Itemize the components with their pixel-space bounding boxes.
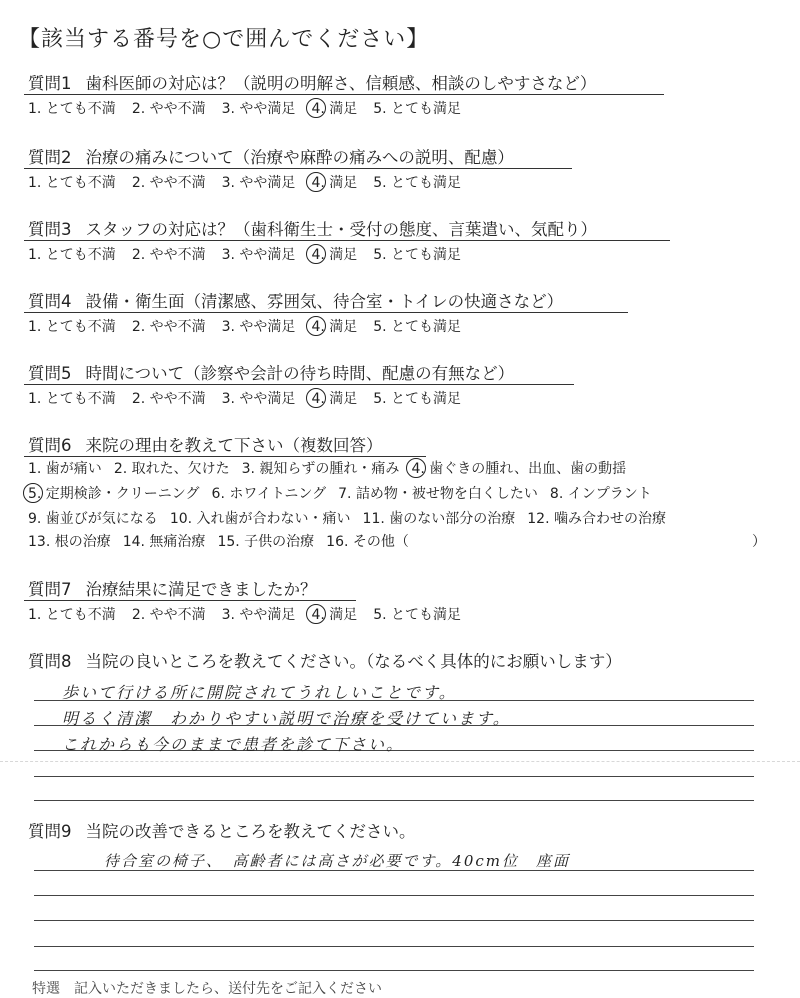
- q7-options: [28, 604, 477, 624]
- question-number: 質問2: [28, 148, 72, 167]
- q6-option-row: [28, 458, 638, 478]
- question-number: 質問1: [28, 74, 72, 93]
- rating-option[interactable]: 1. とても不満: [28, 391, 116, 407]
- q9-rule: [34, 920, 754, 921]
- rating-option[interactable]: 2. やや不満: [131, 607, 206, 623]
- q9-rule: [34, 970, 754, 971]
- question-number: 質問4: [28, 292, 72, 311]
- rating-option[interactable]: 3. やや満足: [221, 175, 296, 191]
- q9-rule: [34, 946, 754, 947]
- q8-rule: [34, 800, 754, 801]
- rating-option[interactable]: 2. やや不満: [131, 319, 206, 335]
- question-heading: [28, 360, 514, 384]
- q6-option[interactable]: 3. 親知らずの腫れ・痛み: [241, 461, 400, 477]
- q9-number: 質問9: [28, 822, 72, 841]
- rating-option[interactable]: 1. とても不満: [28, 607, 116, 623]
- q6-option[interactable]: 1. 歯が痛い: [28, 461, 102, 477]
- selection-circle: [306, 98, 326, 118]
- rating-option[interactable]: 1. とても不満: [28, 319, 116, 335]
- question-number: 質問5: [28, 364, 72, 383]
- rating-option[interactable]: 4. 満足: [311, 391, 357, 407]
- q9-rule: [34, 895, 754, 896]
- question-heading: [28, 288, 563, 312]
- rating-option[interactable]: 5. とても満足: [373, 175, 462, 191]
- q7-underline: [24, 600, 356, 601]
- q6-option[interactable]: 11. 歯のない部分の治療: [362, 511, 516, 527]
- selection-circle: [306, 244, 326, 264]
- rating-option[interactable]: 5. とても満足: [373, 101, 462, 117]
- question-heading: [28, 216, 597, 240]
- q6-heading: [28, 432, 383, 456]
- rating-option[interactable]: 5. とても満足: [373, 247, 462, 263]
- rating-option[interactable]: 2. やや不満: [131, 175, 206, 191]
- q9-heading: [28, 818, 416, 842]
- q6-option-row: [28, 531, 421, 551]
- selection-circle: [406, 458, 426, 478]
- question-underline: [24, 312, 628, 313]
- page-title: 【該当する番号を○で囲んでください】: [18, 27, 430, 52]
- rating-option[interactable]: 4. 満足: [311, 101, 357, 117]
- rating-option[interactable]: 4. 満足: [311, 247, 357, 263]
- selection-circle: [23, 483, 43, 503]
- question-text: スタッフの対応は？（歯科衛生士・受付の態度、言葉遣い、気配り）: [85, 220, 597, 239]
- q8-heading: [28, 648, 622, 672]
- question-number: 質問3: [28, 220, 72, 239]
- q8-text: 当院の良いところを教えてください。（なるべく具体的にお願いします）: [85, 652, 622, 671]
- q6-option[interactable]: 15. 子供の治療: [217, 534, 315, 550]
- rating-option[interactable]: 4. 満足: [311, 319, 357, 335]
- q7-text: 治療結果に満足できましたか？: [85, 580, 317, 599]
- question-heading: [28, 70, 596, 94]
- rating-options: [28, 172, 477, 192]
- rating-option[interactable]: 1. とても不満: [28, 247, 116, 263]
- rating-option[interactable]: 3. やや満足: [221, 391, 296, 407]
- q6-option[interactable]: 13. 根の治療: [28, 534, 111, 550]
- rating-option[interactable]: 2. やや不満: [131, 247, 206, 263]
- q6-number: 質問6: [28, 436, 72, 455]
- rating-option[interactable]: 5. とても満足: [373, 319, 462, 335]
- q6-option[interactable]: 16. その他（: [326, 534, 409, 550]
- rating-option[interactable]: 3. やや満足: [221, 319, 296, 335]
- question-text: 設備・衛生面（清潔感、雰囲気、待合室・トイレの快適さなど）: [85, 292, 564, 311]
- question-text: 治療の痛みについて（治療や麻酔の痛みへの説明、配慮）: [85, 148, 514, 167]
- q6-option-row: [28, 483, 664, 503]
- selection-circle: [306, 172, 326, 192]
- selection-circle: [306, 604, 326, 624]
- footer-note: 特選 記入いただきましたら、送付先をご記入ください: [32, 981, 382, 997]
- question-underline: [24, 240, 670, 241]
- q9-text: 当院の改善できるところを教えてください。: [85, 822, 416, 841]
- q8-rule: [34, 776, 754, 777]
- q7-number: 質問7: [28, 580, 72, 599]
- rating-options: [28, 98, 477, 118]
- q9-answer-line: 待合室の椅子、 高齢者には高さが必要です。40cm位 座面: [104, 852, 571, 870]
- q7-heading: [28, 576, 317, 600]
- rating-option[interactable]: 3. やや満足: [221, 101, 296, 117]
- q6-option[interactable]: 4. 歯ぐきの腫れ、出血、歯の動揺: [411, 461, 626, 477]
- q6-option[interactable]: 12. 噛み合わせの治療: [527, 511, 666, 527]
- rating-option[interactable]: 5. とても満足: [373, 607, 462, 623]
- rating-option[interactable]: 1. とても不満: [28, 175, 116, 191]
- q6-option[interactable]: 2. 取れた、欠けた: [113, 461, 230, 477]
- q6-close-paren: ）: [752, 534, 766, 550]
- page-fold-line: [0, 761, 800, 762]
- q6-option[interactable]: 5. 定期検診・クリーニング: [28, 486, 200, 502]
- q8-number: 質問8: [28, 652, 72, 671]
- rating-option[interactable]: 5. とても満足: [373, 391, 462, 407]
- q8-answer-line: 明るく清潔 わかりやすい説明で治療を受けています。: [62, 709, 511, 728]
- question-text: 時間について（診察や会計の待ち時間、配慮の有無など）: [85, 364, 515, 383]
- q6-option[interactable]: 9. 歯並びが気になる: [28, 511, 158, 527]
- rating-options: [28, 244, 477, 264]
- q8-answer-line: 歩いて行ける所に開院されてうれしいことです。: [62, 683, 457, 702]
- question-underline: [24, 94, 664, 95]
- q6-option[interactable]: 10. 入れ歯が合わない・痛い: [169, 511, 351, 527]
- question-underline: [24, 168, 572, 169]
- q6-option-row: [28, 508, 678, 528]
- rating-option[interactable]: 1. とても不満: [28, 101, 116, 117]
- q6-option[interactable]: 14. 無痛治療: [122, 534, 206, 550]
- question-underline: [24, 384, 574, 385]
- rating-option[interactable]: 2. やや不満: [131, 391, 206, 407]
- q6-text: 来院の理由を教えて下さい（複数回答）: [85, 436, 383, 455]
- question-heading: [28, 144, 514, 168]
- rating-options: [28, 388, 477, 408]
- rating-option[interactable]: 4. 満足: [311, 607, 357, 623]
- question-text: 歯科医師の対応は？（説明の明解さ、信頼感、相談のしやすさなど）: [85, 74, 597, 93]
- q6-option[interactable]: 6. ホワイトニング: [211, 486, 327, 502]
- q6-option[interactable]: 7. 詰め物・被せ物を白くしたい: [338, 486, 538, 502]
- rating-option[interactable]: 3. やや満足: [221, 247, 296, 263]
- rating-option[interactable]: 3. やや満足: [221, 607, 296, 623]
- selection-circle: [306, 316, 326, 336]
- rating-option[interactable]: 2. やや不満: [131, 101, 206, 117]
- selection-circle: [306, 388, 326, 408]
- q8-answer-line: これからも今のままで患者を診て下さい。: [62, 735, 405, 754]
- q6-underline: [24, 456, 426, 457]
- q6-option[interactable]: 8. インプラント: [549, 486, 652, 502]
- rating-options: [28, 316, 477, 336]
- rating-option[interactable]: 4. 満足: [311, 175, 357, 191]
